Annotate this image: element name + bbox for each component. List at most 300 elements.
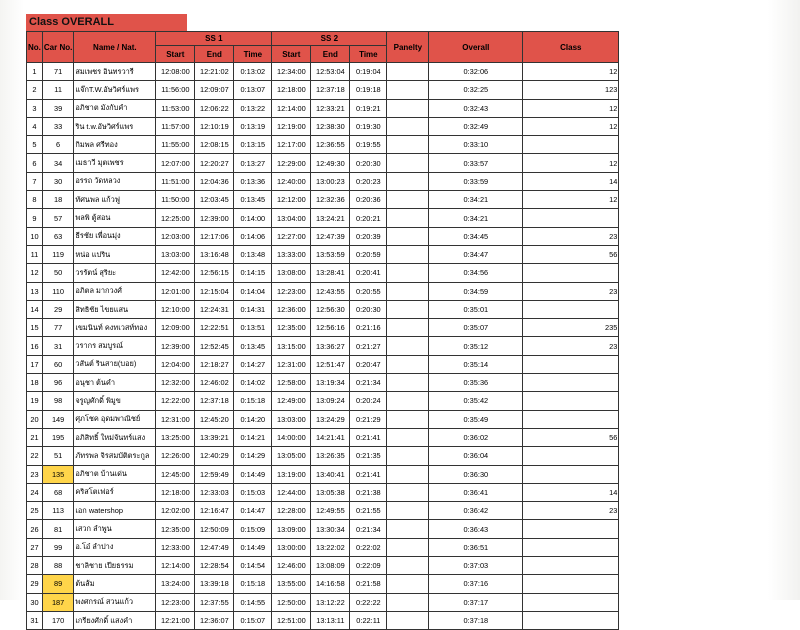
table-row bbox=[27, 282, 619, 300]
cell-ss1-start: 12:26:00 bbox=[156, 447, 195, 465]
cell-ss1-time: 0:14:06 bbox=[234, 227, 272, 245]
cell-ss1-time: 0:15:07 bbox=[234, 611, 272, 629]
cell-ss1-time: 0:14:15 bbox=[234, 264, 272, 282]
cell-name: พลพิ ตู้สอน bbox=[74, 209, 156, 227]
cell-no: 28 bbox=[27, 557, 43, 575]
cell-ss1-start: 12:04:00 bbox=[156, 355, 195, 373]
cell-no: 27 bbox=[27, 538, 43, 556]
cell-ss1-start: 12:10:00 bbox=[156, 300, 195, 318]
cell-ss2-start: 12:31:00 bbox=[272, 355, 311, 373]
cell-class bbox=[523, 300, 619, 318]
cell-ss2-time: 0:22:09 bbox=[350, 557, 387, 575]
cell-name: คริสโตเฟอร์ bbox=[74, 483, 156, 501]
cell-ss2-start: 12:40:00 bbox=[272, 172, 311, 190]
table-row bbox=[27, 557, 619, 575]
cell-ss1-start: 12:08:00 bbox=[156, 63, 195, 81]
cell-ss2-start: 12:12:00 bbox=[272, 191, 311, 209]
cell-ss1-time: 0:14:49 bbox=[234, 465, 272, 483]
cell-car-no: 11 bbox=[42, 81, 73, 99]
cell-car-no: 96 bbox=[42, 374, 73, 392]
cell-car-no: 6 bbox=[42, 136, 73, 154]
cell-no: 13 bbox=[27, 282, 43, 300]
cell-overall: 0:32:06 bbox=[429, 63, 523, 81]
cell-ss1-start: 12:22:00 bbox=[156, 392, 195, 410]
cell-car-no: 187 bbox=[42, 593, 73, 611]
cell-car-no: 88 bbox=[42, 557, 73, 575]
cell-ss1-end: 12:09:07 bbox=[195, 81, 234, 99]
cell-overall: 0:36:02 bbox=[429, 428, 523, 446]
cell-ss1-start: 12:07:00 bbox=[156, 154, 195, 172]
cell-ss2-time: 0:21:55 bbox=[350, 502, 387, 520]
cell-ss2-start: 14:00:00 bbox=[272, 428, 311, 446]
cell-ss1-start: 11:57:00 bbox=[156, 117, 195, 135]
cell-no: 16 bbox=[27, 337, 43, 355]
header-ss1-time: Time bbox=[234, 46, 272, 63]
cell-class bbox=[523, 593, 619, 611]
cell-ss2-start: 12:27:00 bbox=[272, 227, 311, 245]
cell-ss1-end: 12:08:15 bbox=[195, 136, 234, 154]
cell-ss2-end: 12:47:39 bbox=[311, 227, 350, 245]
cell-no: 1 bbox=[27, 63, 43, 81]
cell-no: 24 bbox=[27, 483, 43, 501]
cell-ss2-time: 0:21:38 bbox=[350, 483, 387, 501]
table-row bbox=[27, 392, 619, 410]
cell-ss1-end: 12:46:02 bbox=[195, 374, 234, 392]
header-car-no: Car No. bbox=[42, 32, 73, 63]
cell-name: ริน t.w.อัษวิศร์แพร bbox=[74, 117, 156, 135]
cell-ss1-time: 0:14:04 bbox=[234, 282, 272, 300]
cell-penalty bbox=[387, 374, 429, 392]
cell-class: 12 bbox=[523, 99, 619, 117]
cell-ss1-start: 12:31:00 bbox=[156, 410, 195, 428]
cell-class: 12 bbox=[523, 117, 619, 135]
header-ss2-start: Start bbox=[272, 46, 311, 63]
cell-ss2-time: 0:19:30 bbox=[350, 117, 387, 135]
cell-ss1-end: 12:59:49 bbox=[195, 465, 234, 483]
cell-ss2-start: 12:51:00 bbox=[272, 611, 311, 629]
cell-ss1-time: 0:14:47 bbox=[234, 502, 272, 520]
cell-car-no: 81 bbox=[42, 520, 73, 538]
cell-penalty bbox=[387, 282, 429, 300]
cell-ss1-start: 12:25:00 bbox=[156, 209, 195, 227]
cell-no: 26 bbox=[27, 520, 43, 538]
cell-name: วรากร สมบูรณ์ bbox=[74, 337, 156, 355]
table-row bbox=[27, 611, 619, 629]
cell-car-no: 30 bbox=[42, 172, 73, 190]
cell-name: เอก watershop bbox=[74, 502, 156, 520]
cell-penalty bbox=[387, 355, 429, 373]
cell-class bbox=[523, 538, 619, 556]
cell-class: 235 bbox=[523, 319, 619, 337]
cell-no: 20 bbox=[27, 410, 43, 428]
cell-ss2-time: 0:19:18 bbox=[350, 81, 387, 99]
cell-penalty bbox=[387, 428, 429, 446]
cell-ss1-start: 12:09:00 bbox=[156, 319, 195, 337]
cell-ss1-end: 12:50:09 bbox=[195, 520, 234, 538]
cell-class bbox=[523, 465, 619, 483]
cell-overall: 0:36:04 bbox=[429, 447, 523, 465]
cell-class: 23 bbox=[523, 502, 619, 520]
cell-ss1-end: 12:21:02 bbox=[195, 63, 234, 81]
cell-ss1-time: 0:14:20 bbox=[234, 410, 272, 428]
cell-no: 25 bbox=[27, 502, 43, 520]
cell-ss2-end: 13:12:22 bbox=[311, 593, 350, 611]
cell-ss1-time: 0:15:03 bbox=[234, 483, 272, 501]
cell-ss1-end: 12:24:31 bbox=[195, 300, 234, 318]
cell-ss2-end: 13:08:09 bbox=[311, 557, 350, 575]
cell-ss2-time: 0:20:59 bbox=[350, 245, 387, 263]
cell-ss2-start: 12:49:00 bbox=[272, 392, 311, 410]
cell-no: 6 bbox=[27, 154, 43, 172]
table-row bbox=[27, 264, 619, 282]
cell-ss2-time: 0:21:58 bbox=[350, 575, 387, 593]
cell-no: 5 bbox=[27, 136, 43, 154]
header-ss1: SS 1 bbox=[156, 32, 272, 46]
cell-ss1-time: 0:13:48 bbox=[234, 245, 272, 263]
cell-ss1-time: 0:14:55 bbox=[234, 593, 272, 611]
cell-overall: 0:35:01 bbox=[429, 300, 523, 318]
cell-overall: 0:36:41 bbox=[429, 483, 523, 501]
cell-ss2-end: 12:49:30 bbox=[311, 154, 350, 172]
cell-ss2-start: 12:14:00 bbox=[272, 99, 311, 117]
cell-ss2-end: 13:26:35 bbox=[311, 447, 350, 465]
table-row bbox=[27, 99, 619, 117]
cell-car-no: 18 bbox=[42, 191, 73, 209]
cell-ss1-time: 0:14:31 bbox=[234, 300, 272, 318]
cell-ss2-end: 12:38:30 bbox=[311, 117, 350, 135]
cell-ss1-end: 12:28:54 bbox=[195, 557, 234, 575]
cell-ss2-time: 0:20:30 bbox=[350, 300, 387, 318]
cell-ss2-time: 0:21:41 bbox=[350, 465, 387, 483]
cell-ss2-end: 13:30:34 bbox=[311, 520, 350, 538]
cell-no: 4 bbox=[27, 117, 43, 135]
table-row bbox=[27, 81, 619, 99]
cell-ss2-start: 13:05:00 bbox=[272, 447, 311, 465]
cell-ss1-start: 11:51:00 bbox=[156, 172, 195, 190]
cell-no: 3 bbox=[27, 99, 43, 117]
table-row bbox=[27, 447, 619, 465]
cell-car-no: 99 bbox=[42, 538, 73, 556]
table-row bbox=[27, 465, 619, 483]
cell-name: พงศกรณ์ สวนแก้ว bbox=[74, 593, 156, 611]
cell-ss2-time: 0:20:23 bbox=[350, 172, 387, 190]
cell-class bbox=[523, 374, 619, 392]
table-row bbox=[27, 172, 619, 190]
cell-class bbox=[523, 355, 619, 373]
cell-ss2-start: 13:08:00 bbox=[272, 264, 311, 282]
cell-class bbox=[523, 575, 619, 593]
cell-no: 14 bbox=[27, 300, 43, 318]
header-ss2-end: End bbox=[311, 46, 350, 63]
cell-car-no: 51 bbox=[42, 447, 73, 465]
cell-no: 7 bbox=[27, 172, 43, 190]
cell-penalty bbox=[387, 227, 429, 245]
cell-penalty bbox=[387, 557, 429, 575]
cell-ss2-start: 13:03:00 bbox=[272, 410, 311, 428]
table-row bbox=[27, 136, 619, 154]
cell-name: เขมนินท์ คงทเวสท์ทอง bbox=[74, 319, 156, 337]
cell-ss1-start: 13:25:00 bbox=[156, 428, 195, 446]
cell-penalty bbox=[387, 245, 429, 263]
cell-penalty bbox=[387, 319, 429, 337]
table-row bbox=[27, 227, 619, 245]
cell-ss2-start: 12:50:00 bbox=[272, 593, 311, 611]
cell-no: 30 bbox=[27, 593, 43, 611]
cell-overall: 0:34:47 bbox=[429, 245, 523, 263]
table-row bbox=[27, 575, 619, 593]
cell-ss1-end: 12:06:22 bbox=[195, 99, 234, 117]
cell-ss2-time: 0:21:16 bbox=[350, 319, 387, 337]
cell-ss1-time: 0:13:15 bbox=[234, 136, 272, 154]
cell-ss2-end: 13:05:38 bbox=[311, 483, 350, 501]
cell-ss2-end: 12:32:36 bbox=[311, 191, 350, 209]
cell-car-no: 77 bbox=[42, 319, 73, 337]
cell-car-no: 89 bbox=[42, 575, 73, 593]
cell-ss2-time: 0:20:41 bbox=[350, 264, 387, 282]
cell-car-no: 50 bbox=[42, 264, 73, 282]
cell-ss2-time: 0:20:47 bbox=[350, 355, 387, 373]
cell-car-no: 149 bbox=[42, 410, 73, 428]
cell-overall: 0:33:57 bbox=[429, 154, 523, 172]
cell-no: 18 bbox=[27, 374, 43, 392]
cell-name: หน่อ แปริน bbox=[74, 245, 156, 263]
cell-car-no: 98 bbox=[42, 392, 73, 410]
cell-ss1-time: 0:13:02 bbox=[234, 63, 272, 81]
cell-ss2-time: 0:21:35 bbox=[350, 447, 387, 465]
table-row bbox=[27, 154, 619, 172]
cell-name: ธีรชัย เพื่อนมุ่ง bbox=[74, 227, 156, 245]
cell-penalty bbox=[387, 117, 429, 135]
table-row bbox=[27, 209, 619, 227]
cell-name: ภัทรพล จิรสมบัติตระกูล bbox=[74, 447, 156, 465]
cell-name: อภิชาต บ้านเด่น bbox=[74, 465, 156, 483]
cell-car-no: 31 bbox=[42, 337, 73, 355]
cell-ss1-start: 11:50:00 bbox=[156, 191, 195, 209]
cell-overall: 0:34:56 bbox=[429, 264, 523, 282]
cell-overall: 0:34:21 bbox=[429, 209, 523, 227]
cell-ss2-time: 0:19:04 bbox=[350, 63, 387, 81]
cell-penalty bbox=[387, 300, 429, 318]
cell-ss1-start: 13:24:00 bbox=[156, 575, 195, 593]
cell-overall: 0:35:36 bbox=[429, 374, 523, 392]
cell-penalty bbox=[387, 209, 429, 227]
cell-penalty bbox=[387, 447, 429, 465]
cell-overall: 0:34:59 bbox=[429, 282, 523, 300]
header-ss1-end: End bbox=[195, 46, 234, 63]
cell-ss1-start: 12:45:00 bbox=[156, 465, 195, 483]
cell-ss1-start: 12:14:00 bbox=[156, 557, 195, 575]
cell-ss1-end: 12:39:00 bbox=[195, 209, 234, 227]
cell-name: เสวก ลำพูน bbox=[74, 520, 156, 538]
cell-class bbox=[523, 264, 619, 282]
cell-car-no: 113 bbox=[42, 502, 73, 520]
cell-overall: 0:34:45 bbox=[429, 227, 523, 245]
cell-ss2-start: 13:04:00 bbox=[272, 209, 311, 227]
cell-ss2-time: 0:21:41 bbox=[350, 428, 387, 446]
cell-penalty bbox=[387, 191, 429, 209]
cell-ss2-end: 12:37:18 bbox=[311, 81, 350, 99]
cell-ss2-end: 13:53:59 bbox=[311, 245, 350, 263]
cell-overall: 0:32:43 bbox=[429, 99, 523, 117]
cell-penalty bbox=[387, 575, 429, 593]
cell-ss1-time: 0:15:09 bbox=[234, 520, 272, 538]
cell-ss2-end: 12:36:55 bbox=[311, 136, 350, 154]
cell-overall: 0:37:03 bbox=[429, 557, 523, 575]
cell-ss1-time: 0:13:45 bbox=[234, 191, 272, 209]
cell-class: 56 bbox=[523, 245, 619, 263]
cell-name: อนุชา ต้นคำ bbox=[74, 374, 156, 392]
table-row bbox=[27, 520, 619, 538]
cell-ss2-end: 13:36:27 bbox=[311, 337, 350, 355]
cell-ss2-end: 13:22:02 bbox=[311, 538, 350, 556]
header-class: Class bbox=[523, 32, 619, 63]
cell-name: อภิชาต มังกับคำ bbox=[74, 99, 156, 117]
cell-no: 23 bbox=[27, 465, 43, 483]
cell-ss2-end: 12:56:30 bbox=[311, 300, 350, 318]
cell-ss1-end: 12:15:04 bbox=[195, 282, 234, 300]
cell-ss1-start: 12:32:00 bbox=[156, 374, 195, 392]
cell-name: อภิสิทธิ์ ใหม่จันทร์แสง bbox=[74, 428, 156, 446]
cell-class: 123 bbox=[523, 81, 619, 99]
cell-overall: 0:35:49 bbox=[429, 410, 523, 428]
table-row bbox=[27, 593, 619, 611]
table-row bbox=[27, 355, 619, 373]
table-row bbox=[27, 63, 619, 81]
cell-name: วสันต์ รินสาย(บอย) bbox=[74, 355, 156, 373]
cell-ss1-time: 0:14:27 bbox=[234, 355, 272, 373]
header-overall: Overall bbox=[429, 32, 523, 63]
cell-car-no: 29 bbox=[42, 300, 73, 318]
cell-name: อภิตล มากวงศ์ bbox=[74, 282, 156, 300]
cell-ss2-start: 12:18:00 bbox=[272, 81, 311, 99]
cell-ss1-start: 11:56:00 bbox=[156, 81, 195, 99]
cell-car-no: 68 bbox=[42, 483, 73, 501]
cell-class: 12 bbox=[523, 63, 619, 81]
results-table bbox=[26, 31, 619, 630]
cell-name: สมเพชร อินทรวารี bbox=[74, 63, 156, 81]
cell-ss1-end: 12:04:36 bbox=[195, 172, 234, 190]
cell-overall: 0:36:51 bbox=[429, 538, 523, 556]
cell-ss2-start: 12:58:00 bbox=[272, 374, 311, 392]
cell-overall: 0:35:14 bbox=[429, 355, 523, 373]
cell-no: 17 bbox=[27, 355, 43, 373]
cell-ss1-time: 0:13:07 bbox=[234, 81, 272, 99]
cell-ss1-start: 12:39:00 bbox=[156, 337, 195, 355]
cell-ss1-end: 12:40:29 bbox=[195, 447, 234, 465]
cell-penalty bbox=[387, 172, 429, 190]
cell-penalty bbox=[387, 410, 429, 428]
cell-class bbox=[523, 209, 619, 227]
cell-ss2-time: 0:20:30 bbox=[350, 154, 387, 172]
cell-penalty bbox=[387, 611, 429, 629]
cell-ss1-start: 11:55:00 bbox=[156, 136, 195, 154]
cell-ss1-start: 12:23:00 bbox=[156, 593, 195, 611]
cell-ss2-end: 12:56:16 bbox=[311, 319, 350, 337]
cell-ss2-end: 13:09:24 bbox=[311, 392, 350, 410]
cell-overall: 0:35:42 bbox=[429, 392, 523, 410]
cell-ss1-time: 0:14:29 bbox=[234, 447, 272, 465]
table-row bbox=[27, 410, 619, 428]
cell-ss2-end: 13:24:21 bbox=[311, 209, 350, 227]
cell-car-no: 110 bbox=[42, 282, 73, 300]
cell-penalty bbox=[387, 154, 429, 172]
cell-ss1-time: 0:13:36 bbox=[234, 172, 272, 190]
cell-no: 22 bbox=[27, 447, 43, 465]
cell-ss2-end: 12:53:04 bbox=[311, 63, 350, 81]
table-row bbox=[27, 483, 619, 501]
cell-car-no: 33 bbox=[42, 117, 73, 135]
cell-ss2-time: 0:19:21 bbox=[350, 99, 387, 117]
cell-ss2-start: 13:15:00 bbox=[272, 337, 311, 355]
cell-ss1-end: 13:39:18 bbox=[195, 575, 234, 593]
header-name: Name / Nat. bbox=[74, 32, 156, 63]
cell-ss2-time: 0:20:21 bbox=[350, 209, 387, 227]
cell-no: 29 bbox=[27, 575, 43, 593]
cell-no: 19 bbox=[27, 392, 43, 410]
cell-ss2-start: 12:35:00 bbox=[272, 319, 311, 337]
header-ss2-time: Time bbox=[350, 46, 387, 63]
cell-class bbox=[523, 136, 619, 154]
cell-ss2-start: 12:29:00 bbox=[272, 154, 311, 172]
header-ss2: SS 2 bbox=[272, 32, 387, 46]
cell-no: 8 bbox=[27, 191, 43, 209]
cell-class: 23 bbox=[523, 227, 619, 245]
cell-ss1-start: 12:33:00 bbox=[156, 538, 195, 556]
cell-class: 23 bbox=[523, 282, 619, 300]
cell-ss1-time: 0:15:18 bbox=[234, 575, 272, 593]
cell-no: 9 bbox=[27, 209, 43, 227]
cell-name: จรูญศักดิ์ พิมูข bbox=[74, 392, 156, 410]
cell-ss2-end: 13:24:29 bbox=[311, 410, 350, 428]
cell-ss1-end: 12:20:27 bbox=[195, 154, 234, 172]
cell-ss2-start: 12:19:00 bbox=[272, 117, 311, 135]
cell-ss1-end: 12:10:19 bbox=[195, 117, 234, 135]
cell-ss2-start: 13:09:00 bbox=[272, 520, 311, 538]
page-title: Class OVERALL bbox=[26, 14, 187, 31]
cell-ss2-end: 13:13:11 bbox=[311, 611, 350, 629]
cell-name: ชาลิชาย เปียธรรม bbox=[74, 557, 156, 575]
cell-class bbox=[523, 557, 619, 575]
cell-car-no: 60 bbox=[42, 355, 73, 373]
cell-ss2-time: 0:21:29 bbox=[350, 410, 387, 428]
cell-name: อ.โอ๋ ลำปาง bbox=[74, 538, 156, 556]
cell-ss2-end: 12:49:55 bbox=[311, 502, 350, 520]
cell-name: ศุภโชค อุดมพาณิชย์ bbox=[74, 410, 156, 428]
cell-name: กิมพล ศรีทอง bbox=[74, 136, 156, 154]
cell-ss2-time: 0:22:02 bbox=[350, 538, 387, 556]
cell-ss2-time: 0:21:27 bbox=[350, 337, 387, 355]
cell-class bbox=[523, 392, 619, 410]
cell-class bbox=[523, 520, 619, 538]
cell-ss1-time: 0:14:54 bbox=[234, 557, 272, 575]
table-row bbox=[27, 428, 619, 446]
cell-ss1-end: 12:18:27 bbox=[195, 355, 234, 373]
cell-class: 12 bbox=[523, 191, 619, 209]
cell-ss1-end: 12:45:20 bbox=[195, 410, 234, 428]
cell-ss1-time: 0:13:27 bbox=[234, 154, 272, 172]
cell-no: 12 bbox=[27, 264, 43, 282]
cell-no: 2 bbox=[27, 81, 43, 99]
cell-ss2-end: 13:40:41 bbox=[311, 465, 350, 483]
cell-ss2-end: 12:33:21 bbox=[311, 99, 350, 117]
table-row bbox=[27, 245, 619, 263]
cell-ss2-end: 13:19:34 bbox=[311, 374, 350, 392]
cell-ss2-time: 0:22:22 bbox=[350, 593, 387, 611]
cell-penalty bbox=[387, 502, 429, 520]
header-no: No. bbox=[27, 32, 43, 63]
cell-penalty bbox=[387, 63, 429, 81]
cell-car-no: 39 bbox=[42, 99, 73, 117]
